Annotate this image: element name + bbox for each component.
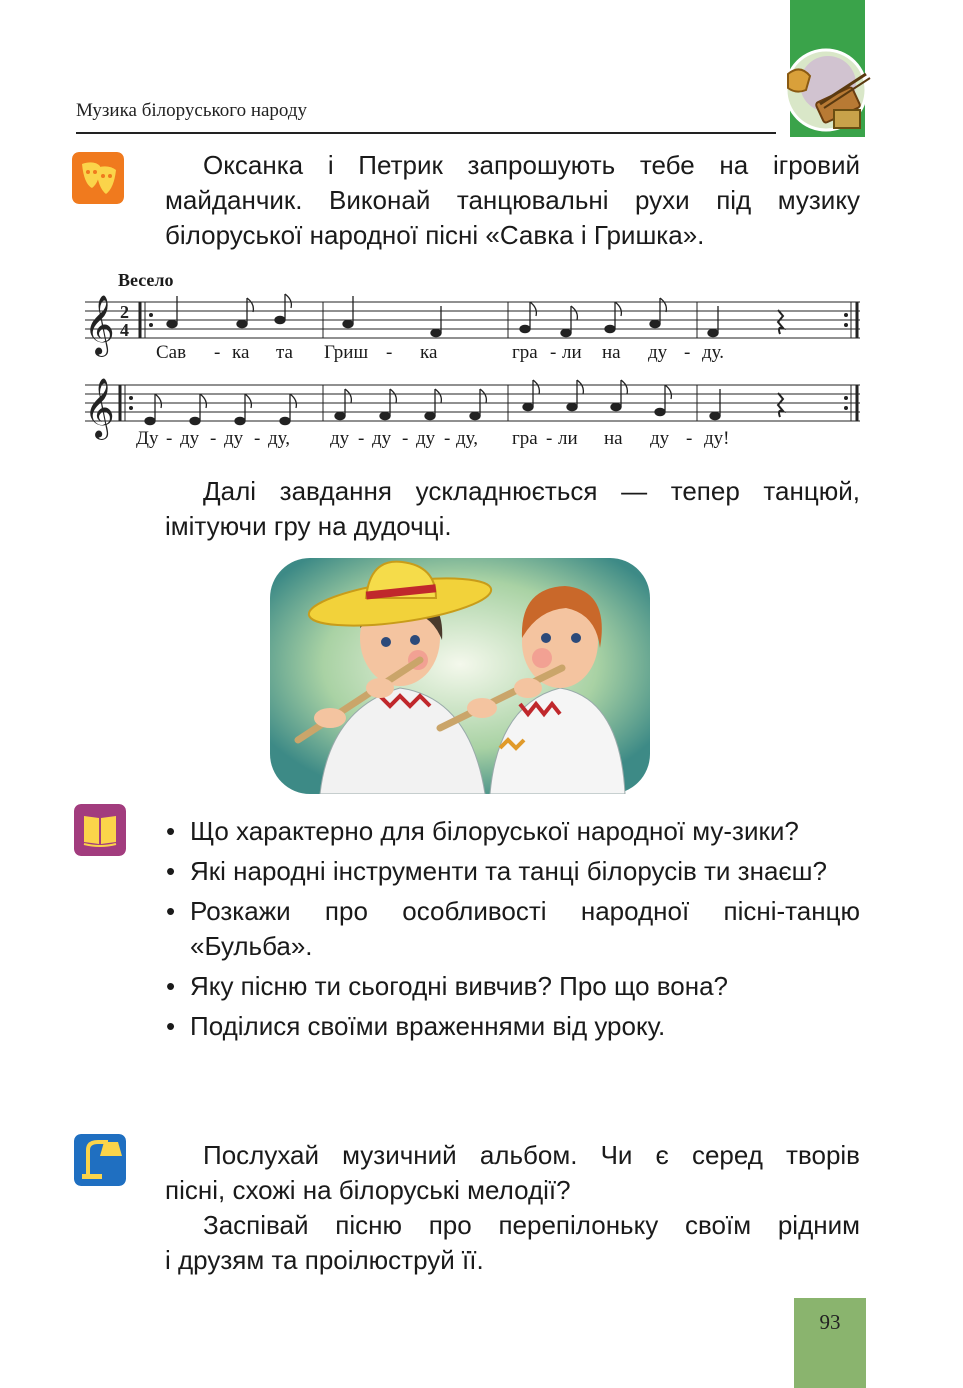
lyric-syllable: ка <box>232 342 250 363</box>
question-item <box>166 894 860 964</box>
lyric-syllable: Ду <box>136 428 159 449</box>
lyric-syllable: ду. <box>702 342 725 363</box>
lyric-syllable: ду <box>330 428 350 449</box>
treble-clef: 𝄞 <box>84 295 115 355</box>
homework-paragraph <box>165 1138 860 1278</box>
lyric-syllable: Сав <box>156 342 187 363</box>
staff-1 <box>85 302 860 338</box>
question-item <box>166 969 860 1004</box>
homework-line: Послухай музичний альбом. Чи є серед творів <box>203 1140 860 1170</box>
treble-clef: 𝄞 <box>84 378 115 438</box>
lyric-hyphen: - <box>402 428 409 449</box>
homework-line: пісні, схожі на білоруські мелодії? <box>165 1175 571 1205</box>
intro-line: Оксанка і Петрик запрошують тебе на ігровий <box>203 150 860 180</box>
homework-line: Заспівай пісню про перепілоньку своїм рідним <box>203 1210 860 1240</box>
question-text: Розкажи про особливості народної пісні-танцю «Бульба». <box>190 896 860 961</box>
music-instruments-icon <box>776 44 872 140</box>
task-paragraph <box>165 474 860 544</box>
lyric-hyphen: - <box>214 342 221 363</box>
tempo-marking: Весело <box>118 270 174 290</box>
lyrics-line-1 <box>0 342 963 368</box>
lyric-hyphen: - <box>166 428 173 449</box>
quarter-rest-1 <box>778 310 783 334</box>
quarter-rest-2 <box>778 393 783 417</box>
intro-line: білоруської народної пісні «Савка і Гришка». <box>165 220 705 250</box>
intro-line: майданчик. Виконай танцювальні рухи під музику <box>165 185 860 215</box>
lyric-syllable: на <box>602 342 621 363</box>
lyric-hyphen: - <box>686 428 693 449</box>
lyric-syllable: ду, <box>456 428 479 449</box>
lyric-syllable: ду <box>416 428 436 449</box>
lyric-hyphen: - <box>254 428 261 449</box>
intro-paragraph <box>165 148 860 253</box>
lyric-syllable: ду <box>180 428 200 449</box>
lyric-syllable: ду <box>650 428 670 449</box>
task-line: Далі завдання ускладнюється — тепер танцюй, <box>203 476 860 506</box>
lyric-hyphen: - <box>550 342 557 363</box>
notes-2 <box>145 380 720 425</box>
task-line: імітуючи гру на дудочці. <box>165 511 452 541</box>
lyric-syllable: ка <box>420 342 438 363</box>
lyric-hyphen: - <box>210 428 217 449</box>
lyric-hyphen: - <box>386 342 393 363</box>
lyric-hyphen: - <box>684 342 691 363</box>
page-number: 93 <box>819 1310 841 1334</box>
lyric-syllable: ду! <box>704 428 730 449</box>
notes-1 <box>167 294 718 337</box>
lamp-icon <box>74 1134 126 1186</box>
lyric-hyphen: - <box>358 428 365 449</box>
time-signature-bottom: 4 <box>120 320 129 340</box>
lyric-syllable: гра <box>512 342 538 363</box>
question-item <box>166 854 860 889</box>
lyric-hyphen: - <box>546 428 553 449</box>
question-text: Які народні інструменти та танці білорусів ти знаєш? <box>190 856 827 886</box>
lyric-syllable: ли <box>562 342 582 363</box>
lyric-syllable: та <box>276 342 293 363</box>
homework-line: і друзям та проілюструй її. <box>165 1245 484 1275</box>
book-icon <box>74 804 126 856</box>
question-text: Яку пісню ти сьогодні вивчив? Про що вона? <box>190 971 729 1001</box>
question-text: Що характерно для білоруської народної му-зики? <box>190 816 799 846</box>
lyric-syllable: ли <box>558 428 578 449</box>
lyric-hyphen: - <box>444 428 451 449</box>
time-signature-top: 2 <box>120 302 129 322</box>
header-rule <box>76 132 776 134</box>
lyric-syllable: ду <box>372 428 392 449</box>
lyric-syllable: на <box>604 428 623 449</box>
lyrics-line-2 <box>0 428 963 454</box>
theatre-masks-icon <box>72 152 124 204</box>
question-item <box>166 1009 860 1044</box>
lyric-syllable: гра <box>512 428 538 449</box>
lyric-syllable: ду <box>224 428 244 449</box>
question-item <box>166 814 860 849</box>
questions-list <box>166 814 860 1049</box>
sheet-music <box>80 290 870 450</box>
boys-playing-pipes-illustration <box>270 558 650 794</box>
lyric-syllable: Гриш <box>324 342 369 363</box>
question-text: Поділися своїми враженнями від уроку. <box>190 1011 666 1041</box>
running-head: Музика білоруського народу <box>76 100 308 121</box>
lyric-syllable: ду, <box>268 428 291 449</box>
lyric-syllable: ду <box>648 342 668 363</box>
